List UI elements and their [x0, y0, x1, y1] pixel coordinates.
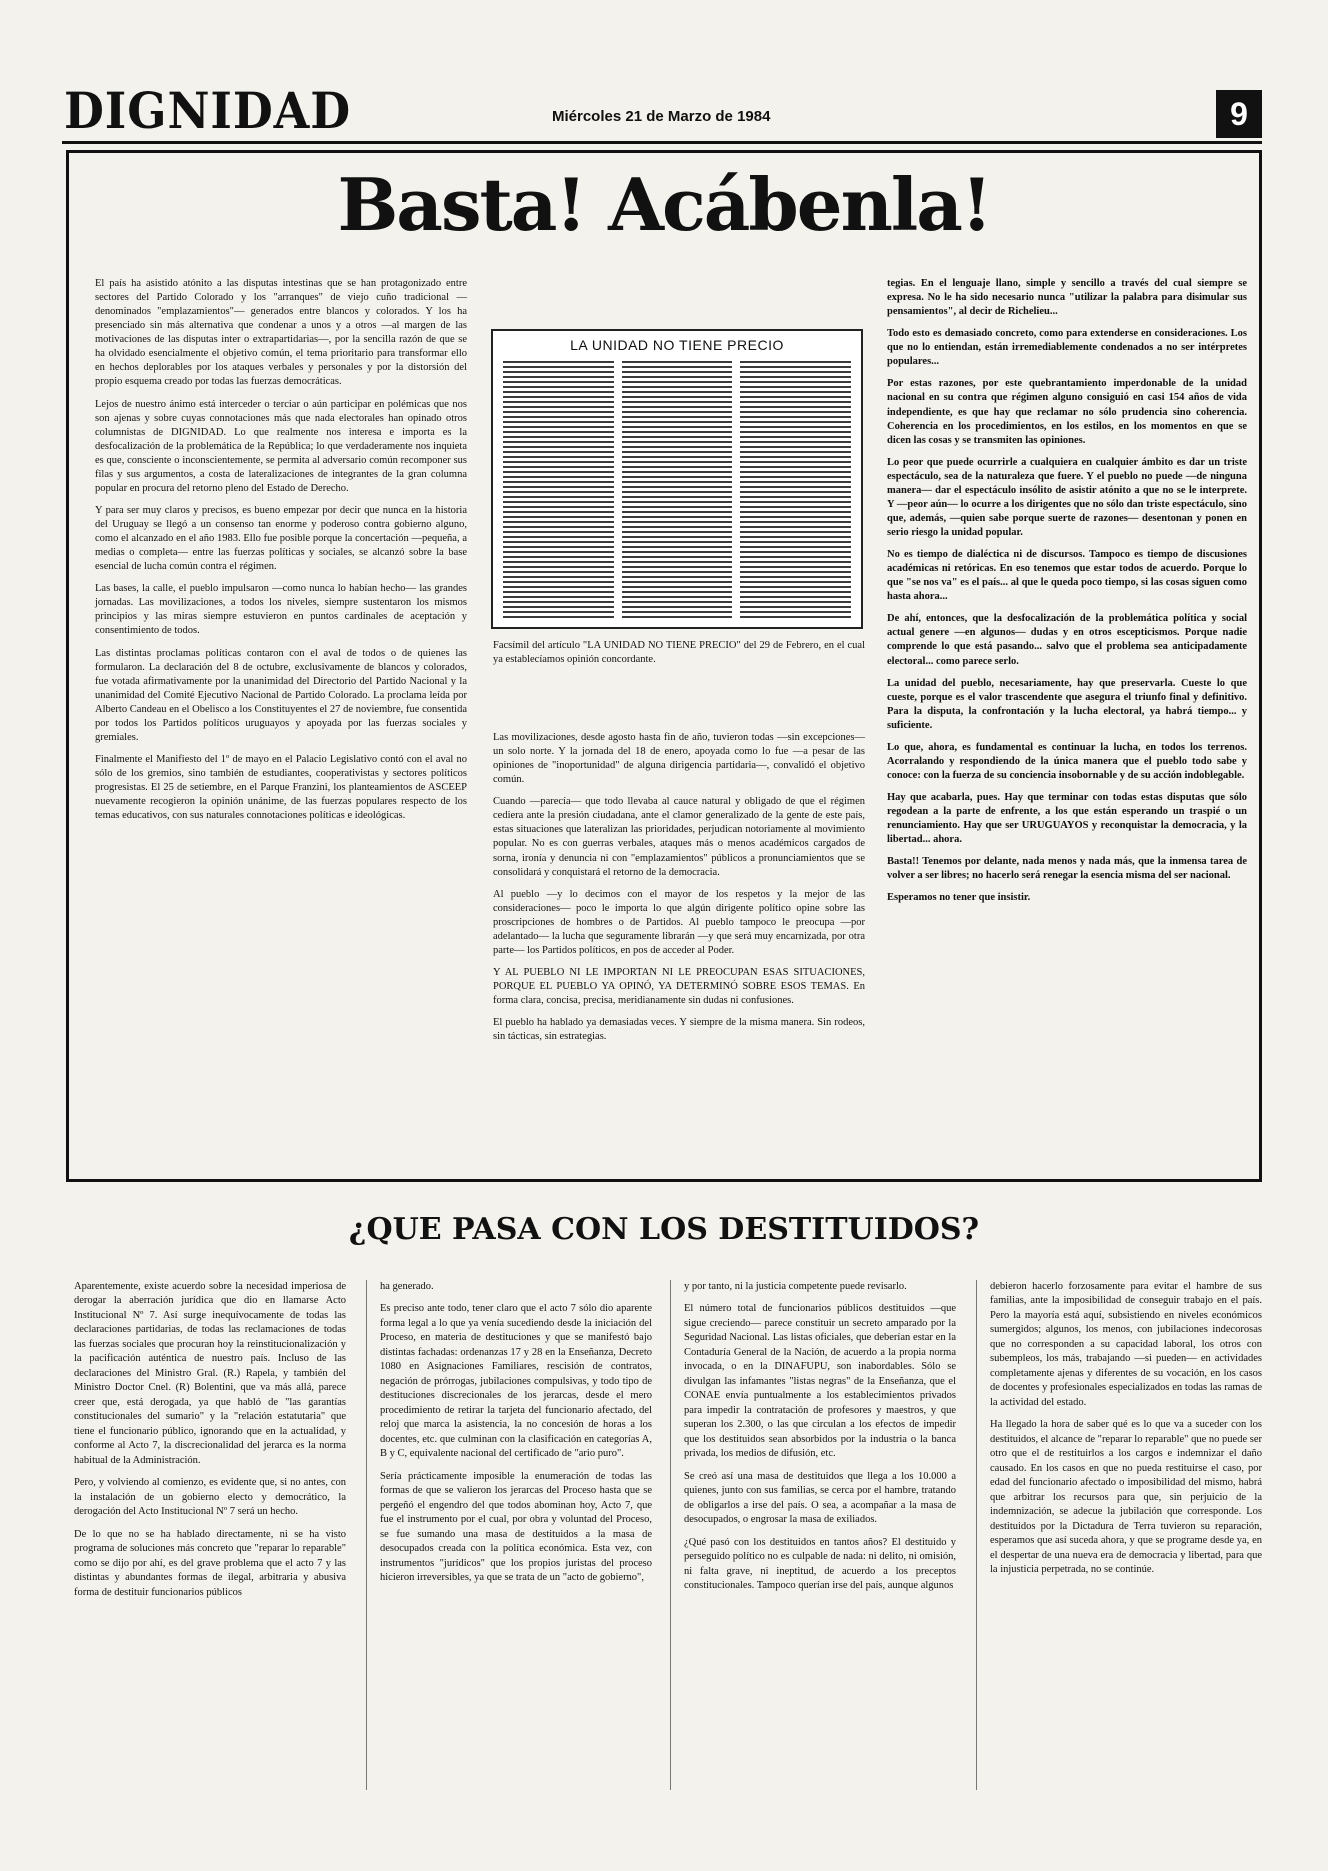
page-number: 9: [1216, 90, 1262, 138]
paragraph: ha generado.: [380, 1281, 434, 1292]
paragraph: Finalmente el Manifiesto del 1º de mayo en el Palacio Legislativo contó con el aval no sólo de los gremios, sino también de estudiantes, cooperativistas y sectores políticos progresistas. El 25 de setiembre, en el Parque Franzini, los planteamientos de ASCEEP nuevamente recogieron la opinión unánime, de las fuerzas populares respecto de los temas educativos, con sus naturales connotaciones políticas e ideológicas.: [95, 753, 467, 822]
paragraph: Al pueblo —y lo decimos con el mayor de los respetos y la mejor de las consideraciones— poco le importa lo que algún dirigente político opine sobre las proscripciones de hombres o de Partidos. Al pueblo tampoco le preocupa —por adelantado— la lucha que seguramente librarán —y que será muy encarnizada, por otra parte— los Partidos políticos, en pos de acceder al Poder.: [493, 888, 865, 956]
feature-article-box: [66, 150, 1262, 1182]
facsimile-text-block: [503, 361, 851, 619]
masthead: [62, 82, 1262, 144]
paragraph: Lo peor que puede ocurrirle a cualquiera en cualquier ámbito es dar un triste espectáculo, sea de la naturaleza que fuere. Y el pueblo no puede —de ninguna manera— dar el espectáculo insólito de asistir atónito a que no se le interprete. Y —peor aún— lo ocurre a los dirigentes que no sólo dan triste espectáculo, sino que, además, —quien sabe porque suerte de razones— desentonan y ponen en serio riesgo la unidad popular.: [887, 456, 1247, 538]
paragraph: Pero, y volviendo al comienzo, es evidente que, si no antes, con la instalación de un gobierno electo y democrático, la derogación del Acto Institucional Nº 7 será un hecho.: [74, 1477, 346, 1518]
newspaper-logo: DIGNIDAD: [64, 81, 352, 140]
facsimile-caption: Facsímil del artículo "LA UNIDAD NO TIENE PRECIO" del 29 de Febrero, en el cual ya establecíamos opinión concordante.: [493, 640, 865, 666]
feature-column-3: [887, 277, 1247, 913]
paragraph: Las movilizaciones, desde agosto hasta fin de año, tuvieron todas —sin excepciones— un solo norte. Y la jornada del 18 de enero, apoyada como lo fue —a pesar de las opiniones de "inoportunidad" de alguna dirigencia partidaria—, convalidó el objetivo común.: [493, 732, 865, 786]
column-divider: [366, 1280, 367, 1790]
paragraph: Cuando —parecía— que todo llevaba al cauce natural y obligado de que el régimen cediera ante la presión ciudadana, ante el clamor generalizado de la gente de este país, estas situaciones que lateralizan las prioridades, perjudican notoriamente al movimiento popular. No es con guerras verbales, ataques más o menos académicos cargados de sorna, ironía y denuncia ni con "emplazamientos" públicos a pronunciamientos que se consolidará y conquistará el retorno de la democracia.: [493, 796, 865, 878]
facsimile-title: LA UNIDAD NO TIENE PRECIO: [570, 337, 784, 353]
article-2-column-4: [990, 1280, 1262, 1586]
paragraph: El pueblo ha hablado ya demasiadas veces. Y siempre de la misma manera. Sin rodeos, sin tácticas, sin estrategias.: [493, 1017, 865, 1043]
paragraph: De lo que no se ha hablado directamente, ni se ha visto programa de soluciones más concreto que "reparar lo reparable" como se dijo por ahí, es del grave problema que el acto 7 y las distintas y abundantes formas de ilegal, arbitraria y abusiva forma de destituir funcionarios públicos: [74, 1528, 346, 1598]
article-2-column-1: [74, 1280, 346, 1608]
paragraph: tegias. En el lenguaje llano, simple y sencillo a través del cual siempre se expresa. No le ha sido necesario nunca "utilizar la palabra para disimular sus pensamientos", al decir de Richelieu...: [887, 278, 1247, 318]
paragraph: Ha llegado la hora de saber qué es lo que va a suceder con los destituidos, el alcance de "reparar lo reparable" que no puede ser otro que el de restituirlos a los cargos e indemnizar el daño causado. En los casos en que no pueda restituirse el caso, por edad del funcionario afectado o imposibilidad del mismo, habrá que arbitrar los recursos para que, sin perjuicio de la indemnización, se adecue la jubilación que corresponde. Los destituidos por la Dictadura de Terra tuvieron su reparación, esperamos que así suceda ahora, y que se programe desde ya, en el despertar de una nueva era de democracia y libertad, para que la injusticia perpetrada, no se continúe.: [990, 1419, 1262, 1576]
paragraph: Y AL PUEBLO NI LE IMPORTAN NI LE PREOCUPAN ESAS SITUACIONES, PORQUE EL PUEBLO YA OPINÓ, YA DETERMINÓ SOBRE ESOS TEMAS. En forma clara, concisa, precisa, meridianamente sin dudas ni confusiones.: [493, 966, 865, 1007]
article-2-column-3: [684, 1280, 956, 1602]
paragraph: Y para ser muy claros y precisos, es bueno empezar por decir que nunca en la historia del Uruguay se llegó a un consenso tan enorme y poderoso contra gobierno alguno, como el alcanzado en el año 1983. Ello fue posible porque la concertación —pequeña, a medias o completa— entre las fuerzas políticas y sociales, se alcanzó sobre la base esencial de lucha común contra el régimen.: [95, 504, 467, 573]
paragraph: Esperamos no tener que insistir.: [887, 892, 1031, 904]
paragraph: y por tanto, ni la justicia competente puede revisarlo.: [684, 1281, 907, 1292]
paragraph: Hay que acabarla, pues. Hay que terminar con todas estas disputas que sólo regodean a la parte de enfrente, a los que están esperando un traspié o un renunciamiento. Hay que ser URUGUAYOS y reconquistar la democracia, y la libertad... ahora.: [887, 792, 1247, 846]
paragraph: Por estas razones, por este quebrantamiento imperdonable de la unidad nacional en su contra que régimen alguno consiguió en casi 154 años de vida independiente, es que hay que reclamar no sólo prudencia sino coherencia. Coherencia en los procedimientos, en los estilos, en los momentos en que se dicen las cosas y se transmiten las opiniones.: [887, 378, 1247, 446]
column-divider: [670, 1280, 671, 1790]
facsimile-column: [622, 361, 733, 619]
paragraph: debieron hacerlo forzosamente para evitar el hambre de sus familias, ante la imposibilidad de conseguir trabajo en el país. Pero la mayoría está aquí, subsistiendo en niveles económicos sumergidos; algunos, los menos, con jubilaciones indecorosas que no corresponden a su capacidad laboral, los otros con subempleos, los más, trabajando —si pueden— en actividades completamente ajenas y diferentes de su vocación, en los casos de docentes y profesionales especializados en todas las ramas de la actividad del estado.: [990, 1281, 1262, 1408]
facsimile-column: [503, 361, 614, 619]
paragraph: Es preciso ante todo, tener claro que el acto 7 sólo dio aparente forma legal a lo que ya venía sucediendo desde la iniciación del Proceso, en materia de destituciones y que se manifestó bajo distintas fachadas: ordenanzas 17 y 28 en la Enseñanza, Decreto 1080 en Asignaciones Familiares, rescisión de contratos, negación de prórrogas, jubilaciones compulsivas, y todo tipo de destituciones discrecionales de los jerarcas, desde el mero procedimiento de retirar la tarjeta del funcionario afectado, del reloj que marca la asistencia, la no concesión de horas a los docentes, etc. que culminan con la clasificación en categorías A, B y C, equivalente nacional del certificado de "ario puro".: [380, 1303, 652, 1460]
paragraph: Las distintas proclamas políticas contaron con el aval de todos o de quienes las formularon. La declaración del 8 de octubre, exclusivamente de blancos y colorados, fue votada afirmativamente por la unanimidad del Directorio del Partido Nacional y la unanimidad del Comité Ejecutivo Nacional de Partido Colorado. La proclama leída por Alberto Candeau en el Obelisco a los Constituyentes el 27 de noviembre, fue consentida por todos los Partidos políticos uruguayos y apoyada por las fuerzas sociales y gremiales.: [95, 647, 467, 743]
paragraph: El país ha asistido atónito a las disputas intestinas que se han protagonizado entre sectores del Partido Colorado y los "arranques" de viejo cuño tradicional —denominados "emplazamientos"— generados entre blancos y colorados. Y los ha presenciado sin más alternativa que condenar a unos y a otros —al margen de las motivaciones de las disputas inter o extrapartidarias—, por la sencilla razón de que se ha olvidado esencialmente el objetivo común, el tema prioritario para transformar ello en hechos deplorables por los ataques verbales y personales y por la distorsión del propio esquema creado por todas las fuerzas democráticas.: [95, 278, 467, 388]
paragraph: Lo que, ahora, es fundamental es continuar la lucha, en todos los terrenos. Acorralando y respondiendo de la única manera que el pueblo todo sabe y conoce: con la fuerza de su conciencia insobornable y de su acción indoblegable.: [887, 741, 1247, 781]
paragraph: La unidad del pueblo, necesariamente, hay que preservarla. Cueste lo que cueste, porque es el valor trascendente que asegura el triunfo final y definitivo. Para la disputa, la confrontación y la lucha electoral, ya habrá tiempo... y suficiente.: [887, 677, 1247, 731]
paragraph: Lejos de nuestro ánimo está interceder o terciar o aún participar en polémicas que nos son ajenas y sobre cuyas connotaciones más que nada electorales han opinado otros columnistas de DIGNIDAD. Lo que realmente nos interesa e importa es la desfocalización de la problemática de la República; lo que verdaderamente nos inquieta es que, consciente o inconscientemente, se permita al adversario común recomponer sus filas y sus argumentos, a costa de lateralizaciones de integrantes de la gran columna popular en procura del retorno pleno del Estado de Derecho.: [95, 398, 467, 494]
feature-headline: Basta! Acábenla!: [337, 162, 991, 247]
paragraph: Se creó así una masa de destituidos que llega a los 10.000 a quienes, junto con sus familias, se cerca por el hambre, tratando de obligarlos a irse del país. O sea, a acompañar a la masa de desocupados, o engrosar la masa de exiliados.: [684, 1470, 956, 1526]
issue-date: Miércoles 21 de Marzo de 1984: [552, 108, 771, 125]
feature-column-1: [95, 277, 467, 831]
paragraph: ¿Qué pasó con los destituidos en tantos años? El destituido y perseguido político no es culpable de nada: ni delito, ni omisión, ni falta grave, ni ineptitud, de acuerdo a los preceptos constitucionales. Tampoco querían irse del país, aunque algunos: [684, 1536, 956, 1592]
article-2-headline: ¿QUE PASA CON LOS DESTITUIDOS?: [348, 1212, 980, 1247]
paragraph: No es tiempo de dialéctica ni de discursos. Tampoco es tiempo de discusiones académicas ni retóricas. En eso tenemos que estar todos de acuerdo. Porque lo que "se nos va" es el país... al que le queda poco tiempo, si las cosas siguen como hasta ahora...: [887, 549, 1247, 603]
paragraph: Sería prácticamente imposible la enumeración de todas las formas de que se valieron los jerarcas del Proceso hasta que se pergeñó el engendro del que todos abominan hoy, Acto 7, que fue el instrumento por el cual, por obra y voluntad del Proceso, se fue sumando una masa de destituidos a la masa de desocupados creada con la política económica. Esta vez, con instrumentos "jurídicos" que los propios juristas del proceso hicieron irreversibles, ya que se trata de un "acto de gobierno",: [380, 1470, 652, 1584]
paragraph: Todo esto es demasiado concreto, como para extenderse en consideraciones. Los que no lo entiendan, están irremediablemente condenados a no ser intérpretes populares...: [887, 328, 1247, 368]
paragraph: Basta!! Tenemos por delante, nada menos y nada más, que la inmensa tarea de volver a ser libres; no hacerlo será renegar la esencia misma del ser nacional.: [887, 856, 1247, 882]
feature-column-2: [493, 731, 865, 1052]
paragraph: El número total de funcionarios públicos destituidos —que sigue creciendo— parece constituir un secreto amparado por la Seguridad Nacional. Las listas oficiales, que deberían estar en la Contaduría General de la Nación, de acuerdo a la propia norma invocada, o en la DINAFUPU, son inabordables. Sólo se divulgan las infamantes "listas negras" de la Enseñanza, que el CONAE envía puntualmente a los establecimientos privados para impedir la contratación de profesores y maestros, y que superan los 2.300, o las que circulan a los efectos de impedir que los destituidos sean absorbidos por la industria o la banca privada, los medios de difusión, etc.: [684, 1303, 956, 1460]
facsimile-image: [491, 329, 863, 629]
column-divider: [976, 1280, 977, 1790]
paragraph: Aparentemente, existe acuerdo sobre la necesidad imperiosa de derogar la aberración jurídica que dio en llamarse Acto Institucional Nº 7. Así surge inequívocamente de todas las declaraciones partidarias, de todas las reclamaciones de todas las fuerzas sociales que procuran hoy la reinstitucionalización y la pacificación auténtica de nuestro país. Incluso de las declaraciones del Ministro Gral. (R.) Rapela, y también del Ministro Doctor Cnel. (R) Bolentini, que va más allá, parece creer que, está derogada, ya que habló de "las garantías constitucionales del sumario" y la "relación estatutaria" que tiene el funcionario público, ignorando que en la actualidad, y conforme al Acto 7, la discrecionalidad del jerarca es la norma habitual de la Administración.: [74, 1281, 346, 1466]
paragraph: Las bases, la calle, el pueblo impulsaron —como nunca lo habían hecho— las grandes jornadas. Las movilizaciones, a todos los niveles, siempre sustentaron los mismos principios y las miras siempre estuvieron en puntos cardinales de aceptación y consentimiento de todos.: [95, 583, 467, 637]
facsimile-column: [740, 361, 851, 619]
paragraph: De ahí, entonces, que la desfocalización de la problemática política y social actual genere —en algunos— dudas y en otros escepticismos. Porque nadie comprende lo que está pasando... salvo que el problema sea anticipadamente electoral... como parece serlo.: [887, 613, 1247, 667]
article-2-column-2: [380, 1280, 652, 1594]
